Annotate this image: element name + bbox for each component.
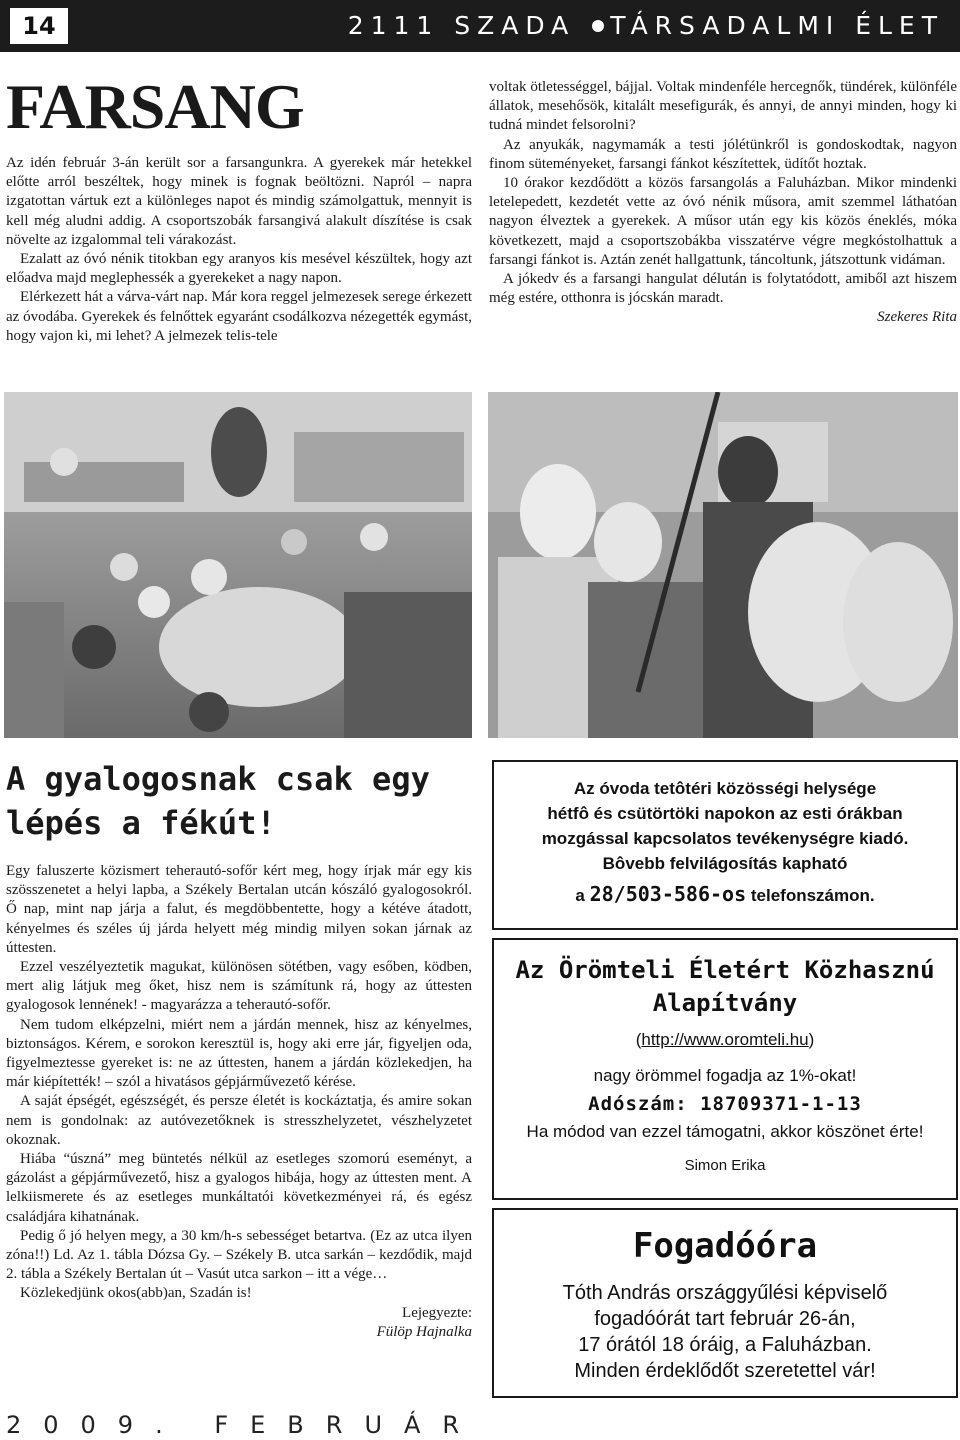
alapitvany-title: Az Örömteli Életért Közhasznú Alapítvány xyxy=(515,956,935,1017)
alapitvany-tax-number: Adószám: 18709371-1-13 xyxy=(588,1093,862,1115)
article1-author: Szekeres Rita xyxy=(877,309,957,326)
notice-box-fogadoora xyxy=(492,1208,958,1398)
article2-title: A gyalogosnak csak egy lépés a fékút! xyxy=(6,760,430,842)
bullet-dot-icon xyxy=(592,20,604,32)
article2-paragraph: Ezzel veszélyeztetik magukat, különösen sötétben, vagy esőben, ködben, mert alig látjuk meg őket, hisz nem is számítunk rá, hogy az úttesten gyalogosok lennének! - magyarázza a teherautó-sofőr. xyxy=(6,959,472,1014)
article1-paragraph: A jókedv és a farsangi hangulat délután is folytatódott, amiből azt hiszem még estére, otthonra is jócskán maradt. xyxy=(489,271,957,307)
article2-body xyxy=(6,862,472,1342)
fogadoora-line: fogadóórát tart február 26-án, xyxy=(594,1308,856,1330)
article2-recorder-label: Lejegyezte: xyxy=(402,1304,472,1321)
article1-paragraph: Ezalatt az óvó nénik titokban egy aranyos kis mesével készültek, hogy azt előadva majd meglephessék a gyerekeket a nagy napon. xyxy=(6,251,472,287)
ovoda-phone-line xyxy=(494,882,956,908)
notice-box-alapitvany xyxy=(492,938,958,1200)
article1-paragraph: voltak ötletességgel, bájjal. Voltak mindenféle hercegnők, tündérek, különféle állatok, mesehősök, kitalált mesefigurák, és annyi, de annyi minden, hogy ki tudná mindet felsorolni? xyxy=(489,79,957,134)
article1-paragraph: Az idén február 3-án került sor a farsangunkra. A gyerekek már hetekkel előtte arról beszéltek, hogy minek is fognak beöltözni. Napról – napra izgatottan vártuk ezt a különleges napot és mindig számolgattuk, mennyit is kell még aludni addig. A csoportszobák farsangivá alakult díszítése is csak növelte az izgalommal teli várakozást. xyxy=(6,155,472,248)
fogadoora-line: Tóth András országgyűlési képviselő xyxy=(562,1282,888,1304)
article2-recorder-name: Fülöp Hajnalka xyxy=(376,1323,472,1340)
ovoda-phone-suffix: telefonszámon. xyxy=(750,886,875,905)
fogadoora-title: Fogadóóra xyxy=(632,1226,818,1266)
alapitvany-url-line xyxy=(504,1026,946,1054)
article1-column-right xyxy=(489,78,957,328)
photo-children-classroom xyxy=(4,392,472,738)
article2-paragraph: Egy faluszerte közismert teherautó-sofőr kért meg, hogy írjak már egy kis szösszenetet a helyi lapba, a Székely Bertalan utcán kószáló gyalogosokról. Ő nap, mint nap járja a falut, és megdöbbentette, hogy a kétéve átadott, kényelmes és széles új járda helyett még mindig milyen sokan járnak az úttesten. xyxy=(6,863,472,956)
page-header xyxy=(0,0,960,52)
article1-paragraph: 10 órakor kezdődött a közös farsangolás a Faluházban. Mikor mindenki letelepedett, kezdetét vette az óvó nénik műsora, amit szemmel láthatóan nagyon élveztek a gyerekek. A műsor után egy kis közös éneklés, móka következett, majd a csoportszobákba visszatérve végre megkóstolhattuk a farsangi fánkot is. Aztán zenét hallgattunk, táncoltunk, játszottunk vidáman. xyxy=(489,175,957,268)
alapitvany-signer: Simon Erika xyxy=(684,1157,766,1174)
page-number: 14 xyxy=(10,8,68,44)
alapitvany-url-open: ( xyxy=(635,1030,642,1049)
article2-paragraph: Nem tudom elképzelni, miért nem a járdán mennek, hisz az kényelmes, biztonságos. Kérem, e sorokon keresztül is, hogy aki erre jár, figyeljen oda, figyelmeztesse gyereket is: ne az úttesten, hanem a járdán közlekedjen, ha már kiépítették! – szól a hivatásos gépjárművezető kérése. xyxy=(6,1016,472,1091)
article1-column-left xyxy=(6,154,472,346)
article1-paragraph: Az anyukák, nagymamák a testi jólétünkről is gondoskodtak, nagyon finom süteményeket, farsangi fánkot készítettek, üdítőt hoztak. xyxy=(489,136,957,172)
ovoda-line: Az óvoda tetôtéri közösségi helysége xyxy=(573,779,877,798)
alapitvany-url-close: ) xyxy=(808,1030,815,1049)
article1-paragraph: Elérkezett hát a várva-várt nap. Már kora reggel jelmezesek serege érkezett az óvodába. Gyerekek és felnőttek egyaránt csodálkozva nézegették egymást, hogy vajon ki, mi lehet? A jelmezek telis-tele xyxy=(6,289,472,344)
fogadoora-line: 17 órától 18 óráig, a Faluházban. xyxy=(578,1334,872,1356)
article2-paragraph: Pedig ő jó helyen megy, a 30 km/h-s sebességet betartva. (Ez az utca ilyen zóna!!) Ld. Az 1. tábla Dózsa Gy. – Székely B. utca sarkán – kezdődik, majd 2. tábla a Székely Bertalan út – Vasút utca sarkon – itt a vége… xyxy=(6,1227,472,1283)
section-right: TÁRSADALMI ÉLET xyxy=(610,11,944,40)
article2-paragraph: A saját épségét, egészségét, és persze életét is kockáztatja, és amire sokan nem is gondolnak: az autóvezetőknek is stresszhelyzetet, vészhelyzetet okoznak. xyxy=(6,1093,472,1148)
article-title-farsang: FARSANG xyxy=(6,71,304,142)
ovoda-line: Bôvebb felvilágosítás kapható xyxy=(602,854,848,873)
ovoda-phone-prefix: a xyxy=(575,886,585,905)
ovoda-line: mozgással kapcsolatos tevékenységre kiadó. xyxy=(541,829,909,848)
article2-paragraph: Közlekedjünk okos(abb)an, Szadán is! xyxy=(20,1285,252,1302)
alapitvany-line: nagy örömmel fogadja az 1%-okat! xyxy=(593,1066,857,1085)
ovoda-phone-number: 28/503-586-os xyxy=(589,882,747,906)
section-left: 2111 SZADA xyxy=(347,11,576,40)
photo-children-classroom-image xyxy=(4,392,472,738)
footer-date: 2009. FEBRUÁR xyxy=(6,1411,482,1439)
notice-box-ovoda xyxy=(492,760,958,930)
ovoda-line: hétfô és csütörtöki napokon az esti órákban xyxy=(547,804,903,823)
alapitvany-line: Ha módod van ezzel támogatni, akkor köszönet érte! xyxy=(526,1122,924,1141)
alapitvany-url-link[interactable]: http://www.oromteli.hu xyxy=(641,1030,809,1049)
photo-children-costumes-image xyxy=(488,392,958,738)
section-title xyxy=(348,10,944,42)
fogadoora-line: Minden érdeklődőt szeretettel vár! xyxy=(574,1360,876,1382)
photo-children-costumes xyxy=(488,392,958,738)
article2-paragraph: Hiába “úszná” meg büntetés nélkül az esetleges szomorú eseményt, a gázolást a gépjárművezető, hisz a gyalogos hibája, hogy az úttesten ment. A lelkiismerete és az esetleges munkáltatói következményei rá, és egész családjára kihatnának. xyxy=(6,1151,472,1225)
